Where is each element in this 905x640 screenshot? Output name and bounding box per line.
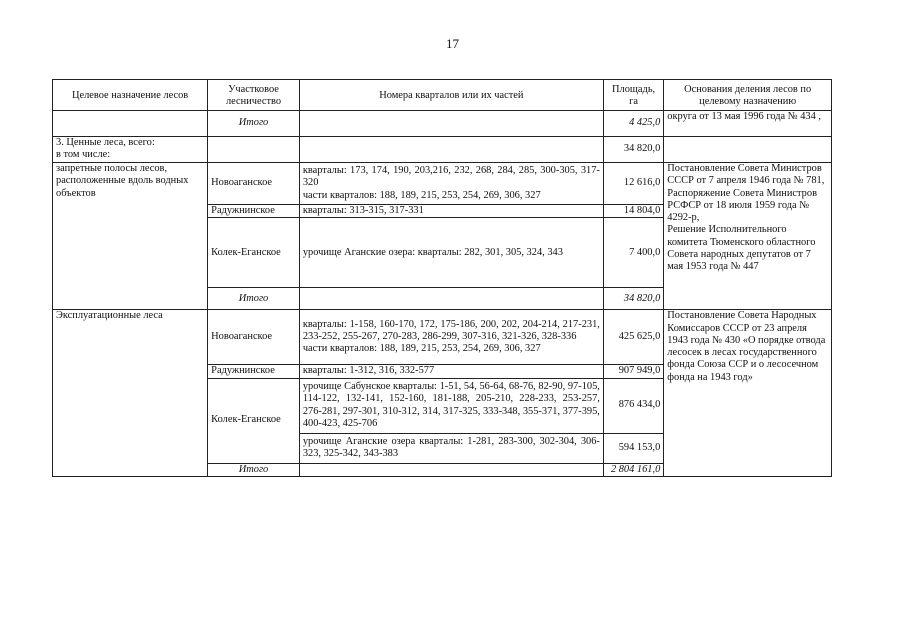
category-title: Эксплуатационные леса bbox=[53, 310, 208, 477]
quarters-list: кварталы: 1-158, 160-170, 172, 175-186, 200, 202, 204-214, 217-231, 233-252, 255-267, 270-283, 286-299, 307-316, 321-326, 328-336 части кварталов: 188, 189, 215, 253, 254, 269, 306, 327 bbox=[299, 310, 603, 365]
quarters-list: урочище Аганские озера: кварталы: 282, 301, 305, 324, 343 bbox=[299, 218, 603, 288]
header-row bbox=[53, 80, 832, 111]
area-value: 425 625,0 bbox=[603, 310, 663, 365]
area-value: 594 153,0 bbox=[603, 433, 663, 463]
total-area: 4 425,0 bbox=[603, 111, 663, 137]
area-value: 12 616,0 bbox=[603, 163, 663, 205]
table-row bbox=[53, 310, 832, 365]
forestry-name: Новоаганское bbox=[208, 163, 300, 205]
basis-text: округа от 13 мая 1996 года № 434 , bbox=[664, 111, 832, 137]
basis-text: Постановление Совета Министров СССР от 7 апреля 1946 года № 781, Распоряжение Совета Министров РСФСР от 18 июля 1959 года № 4292-р, Решение Исполнительного комитета Тюменского областного Совета народных депутатов от 7 мая 1953 года № 447 bbox=[664, 163, 832, 310]
total-area: 2 804 161,0 bbox=[603, 463, 663, 476]
header-purpose: Целевое назначение лесов bbox=[53, 80, 208, 111]
cell-empty bbox=[664, 137, 832, 163]
quarters-list: урочище Аганские озера кварталы: 1-281, 283-300, 302-304, 306-323, 325-342, 343-383 bbox=[299, 433, 603, 463]
total-label: Итого bbox=[208, 111, 300, 137]
category-title: 3. Ценные леса, всего: в том числе: bbox=[53, 137, 208, 163]
cell-empty bbox=[299, 111, 603, 137]
forestry-name: Колек-Еганское bbox=[208, 378, 300, 463]
area-value: 876 434,0 bbox=[603, 378, 663, 433]
table-row bbox=[53, 163, 832, 205]
cell-empty bbox=[299, 463, 603, 476]
quarters-list: кварталы: 1-312, 316, 332-577 bbox=[299, 365, 603, 378]
quarters-list: урочище Сабунское кварталы: 1-51, 54, 56-64, 68-76, 82-90, 97-105, 114-122, 132-141, 152-160, 181-188, 205-210, 228-233, 253-257, 276-281, 297-301, 310-312, 314, 317-325, 333-348, 355-371, 377-395, 400-423, 425-706 bbox=[299, 378, 603, 433]
forest-purpose-table bbox=[52, 79, 832, 477]
area-value: 907 949,0 bbox=[603, 365, 663, 378]
quarters-list: кварталы: 313-315, 317-331 bbox=[299, 205, 603, 218]
page-number: 17 bbox=[446, 36, 459, 51]
total-label: Итого bbox=[208, 288, 300, 310]
cell-empty bbox=[53, 111, 208, 137]
total-area: 34 820,0 bbox=[603, 288, 663, 310]
total-label: Итого bbox=[208, 463, 300, 476]
quarters-list: кварталы: 173, 174, 190, 203,216, 232, 268, 284, 285, 300-305, 317-320 части кварталов: 188, 189, 215, 253, 254, 269, 306, 327 bbox=[299, 163, 603, 205]
forestry-name: Новоаганское bbox=[208, 310, 300, 365]
forestry-name: Радужнинское bbox=[208, 205, 300, 218]
category-total-area: 34 820,0 bbox=[603, 137, 663, 163]
header-quarters: Номера кварталов или их частей bbox=[299, 80, 603, 111]
table-row bbox=[53, 137, 832, 163]
forestry-name: Радужнинское bbox=[208, 365, 300, 378]
header-forestry: Участковое лесничество bbox=[208, 80, 300, 111]
cell-empty bbox=[299, 288, 603, 310]
cell-empty bbox=[208, 137, 300, 163]
header-area: Площадь, га bbox=[603, 80, 663, 111]
basis-text: Постановление Совета Народных Комиссаров СССР от 23 апреля 1943 года № 430 «О порядке отвода лесосек в лесах государственного фонда Союза ССР и о лесосечном фонда на 1943 год» bbox=[664, 310, 832, 477]
header-basis: Основания деления лесов по целевому назначению bbox=[664, 80, 832, 111]
subcategory-title: запретные полосы лесов, расположенные вдоль водных объектов bbox=[53, 163, 208, 310]
table-row bbox=[53, 111, 832, 137]
forestry-name: Колек-Еганское bbox=[208, 218, 300, 288]
cell-empty bbox=[299, 137, 603, 163]
area-value: 7 400,0 bbox=[603, 218, 663, 288]
area-value: 14 804,0 bbox=[603, 205, 663, 218]
